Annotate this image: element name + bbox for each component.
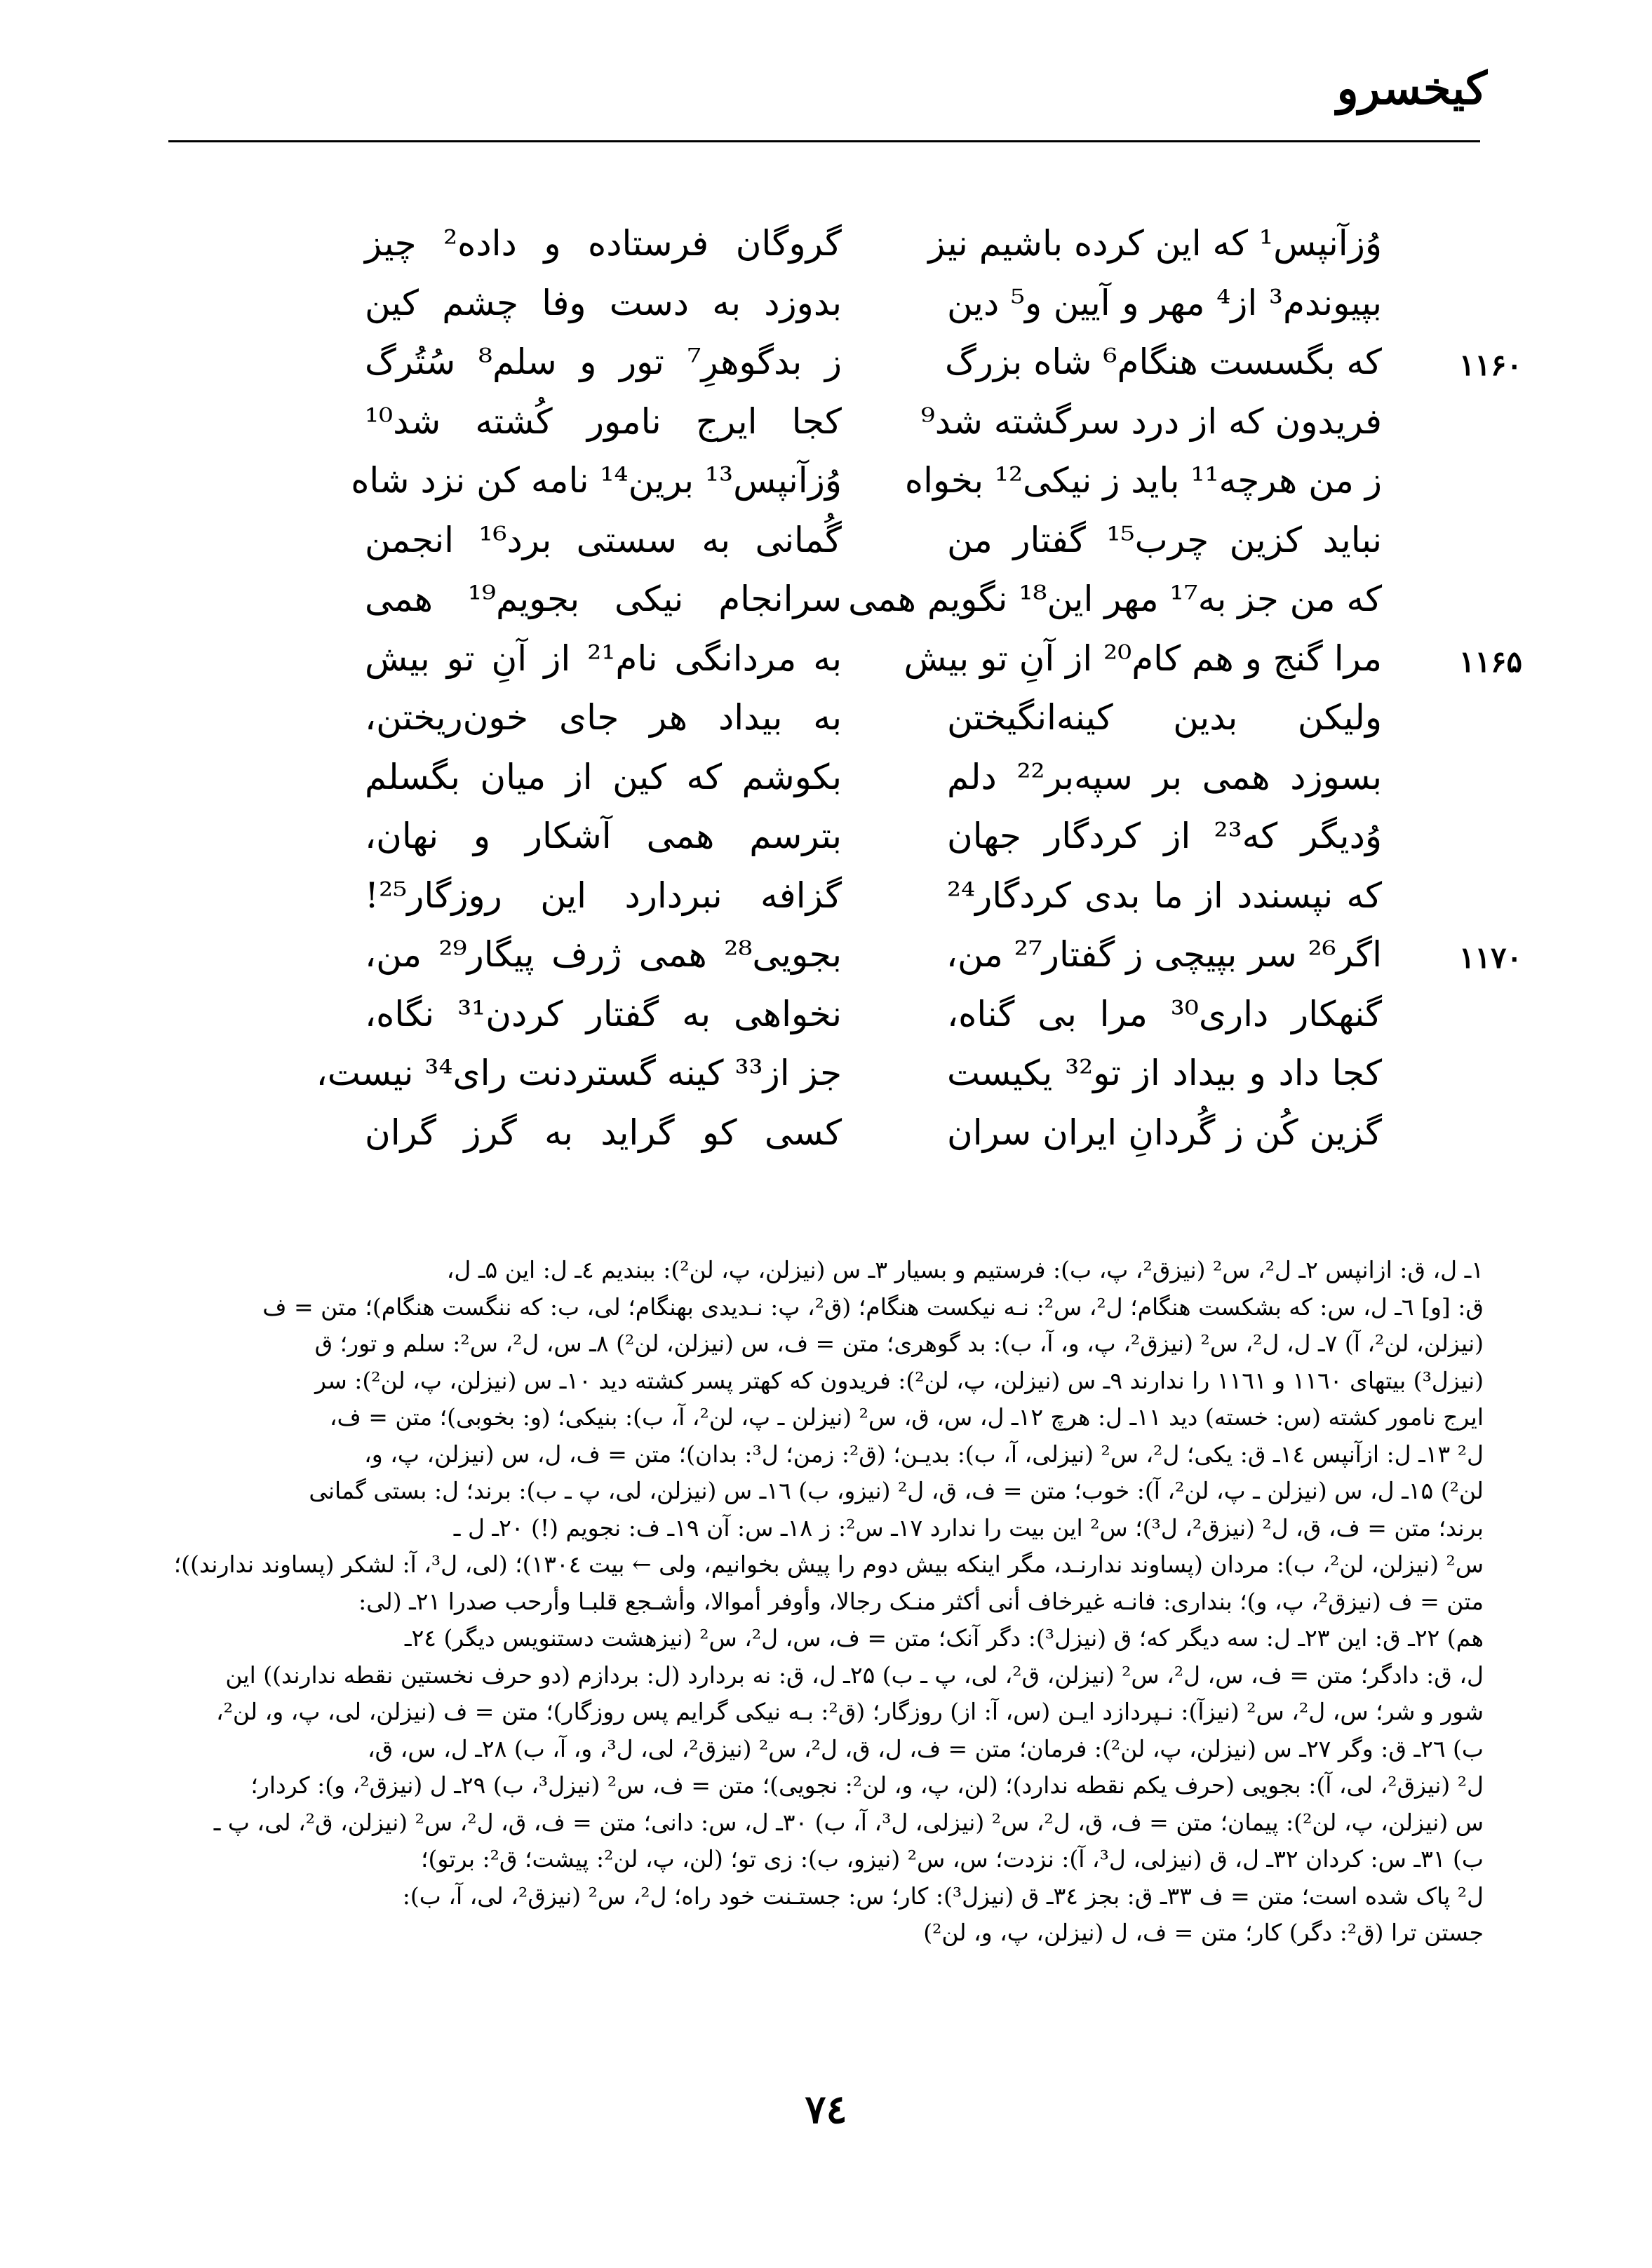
first-hemistich: گزین کُن ز گُردانِ ایران سران (947, 1112, 1382, 1153)
verse-row (295, 925, 1536, 985)
verse-row (295, 332, 1536, 392)
second-hemistich: سرانجام نیکی بجویم¹⁹ همی (365, 579, 842, 619)
footnote-line: ب) ۳۱ـ س: کردان ۳۲ـ ل، ق (نیزلی، ل³، آ): نزدت؛ س، س² (نیزو، ب): زی تو؛ (لن، پ، لن²: پیشت؛ ق²: برتو)؛ (421, 1845, 1484, 1872)
second-hemistich: به بیداد هر جای خون‌ریختن، (365, 697, 842, 738)
verse-row (295, 688, 1536, 748)
first-hemistich: کجا داد و بیداد از تو³² یکیست (947, 1053, 1382, 1093)
second-hemistich: وُزآنپس¹³ برین¹⁴ نامه کن نزد شاه (351, 460, 842, 501)
footnote-line: ل² (نیزق²، لی، آ): بجویی (حرف یکم نقطه ندارد)؛ (لن، پ، و، لن²: نجویی)؛ متن = ف، س² (نیزل³، ب) ۲۹ـ ل (نیزق²، و): کردار؛ (250, 1771, 1484, 1799)
header-rule (168, 140, 1480, 142)
verse-row (295, 985, 1536, 1044)
verse-row (295, 392, 1536, 452)
footnote-line: ل² ۱۳ـ ل: ازآنپس ۱٤ـ ق: یکی؛ ل²، س² (نیزلی، آ، ب): بدیـن؛ (ق²: زمن؛ ل³: بدان)؛ متن = ف، ل، س (نیزلن، پ، و، (364, 1440, 1484, 1468)
first-hemistich: که نپسندد از ما بدی کردگار²⁴ (947, 875, 1382, 916)
footnote-line: هم) ۲۲ـ ق: این ۲۳ـ ل: سه دیگر که؛ ق (نیزل³): دگر آنک؛ متن = ف، س، ل²، س² (نیزهشت دستنویس دیگر) ۲٤ـ (404, 1624, 1484, 1652)
first-hemistich: که بگسست هنگام⁶ شاه بزرگ (944, 342, 1382, 382)
second-hemistich: ز بدگوهرِ⁷ تور و سلم⁸ سُتُرگ (365, 342, 842, 382)
verse-line-number: ۱۱۶۵ (1458, 644, 1523, 679)
second-hemistich: بکوشم که کین از میان بگسلم (365, 756, 842, 797)
page-number: ۷٤ (805, 2086, 847, 2133)
verse-row (295, 511, 1536, 570)
footnote-line: ۱ـ ل، ق: ازانپس ۲ـ ل²، س² (نیزق²، پ، ب): فرستیم و بسیار ۳ـ س (نیزلن، پ، لن²): ببندیم ٤ـ ل: این ۵ـ ل، (446, 1256, 1484, 1283)
verse-row (295, 1044, 1536, 1103)
second-hemistich: گُمانی به سستی برد¹⁶ انجمن (365, 519, 842, 560)
first-hemistich: که من جز به¹⁷ مهر این¹⁸ نگویم همی (848, 579, 1382, 619)
first-hemistich: فریدون که از درد سرگشته شد⁹ (920, 400, 1382, 442)
footnote-line: (نیزل³) بیتهای ۱۱٦۰ و ۱۱٦۱ را ندارند ۹ـ س (نیزلن، پ، لن²): فریدون که کهتر پسر کشته دید ۱۰ـ س (نیزلن، پ، لن²): سر (314, 1366, 1484, 1394)
first-hemistich: ولیکن بدین کینه‌انگیختن (947, 697, 1382, 738)
verse-block (295, 214, 1536, 1162)
verse-row (295, 748, 1536, 807)
second-hemistich: نخواهی به گفتار کردن³¹ نگاه، (365, 993, 842, 1034)
verse-line-number: ۱۱۷۰ (1458, 940, 1523, 975)
verse-row (295, 1103, 1536, 1163)
second-hemistich: گزافه نبردارد این روزگار²⁵! (365, 875, 842, 916)
first-hemistich: بپیوندم³ از⁴ مهر و آیین و⁵ دین (947, 282, 1382, 323)
first-hemistich: ز من هرچه¹¹ باید ز نیکی¹² بخواه (904, 460, 1382, 501)
verse-row (295, 451, 1536, 511)
first-hemistich: وُزآنپس¹ که این کرده باشیم نیز (928, 223, 1382, 264)
footnote-line: جستن ترا (ق²: دگر) کار؛ متن = ف، ل (نیزلن، پ، و، لن²) (923, 1919, 1484, 1946)
second-hemistich: کجا ایرج نامور کُشته شد¹⁰ (365, 400, 842, 442)
verse-row (295, 569, 1536, 629)
second-hemistich: گروگان فرستاده و داده² چیز (365, 223, 842, 264)
verse-line-number: ۱۱۶۰ (1458, 348, 1523, 382)
footnote-line: ل، ق: دادگر؛ متن = ف، س، ل²، س² (نیزلن، ق²، لی، پ ـ ب) ۲۵ـ ل، ق: نه بردارد (ل: بردازم (دو حرف نخستین نقطه ندارند)) این (225, 1661, 1484, 1689)
footnote-line: شور و شر؛ س، ل²، س² (نیزآ): نـپردازد ایـن (س، آ: از) روزگار؛ (ق²: بـه نیکی گرایم پس روزگار)؛ متن = ف (نیزلن، لی، پ، و، لن²، (216, 1698, 1484, 1725)
first-hemistich: گنهکار داری³⁰ مرا بی گناه، (947, 993, 1383, 1034)
footnote-line: س (نیزلن، پ، لن²): پیمان؛ متن = ف، ق، ل²، س² (نیزلی، ل³، آ، ب) ۳۰ـ ل، س: دانی؛ متن = ف، ق، ل²، س² (نیزلن، ق²، لی، پ ـ (213, 1808, 1484, 1836)
footnote-line: برند؛ متن = ف، ق، ل² (نیزق²، ل³)؛ س² این بیت را ندارد ۱۷ـ س²: ز ۱۸ـ س: آن ۱۹ـ ف: نجویم (!) ۲۰ـ ل ـ (453, 1513, 1484, 1541)
verse-row (295, 806, 1536, 866)
second-hemistich: بجویی²⁸ همی ژرف پیگار²⁹ من، (365, 934, 842, 975)
second-hemistich: جز از³³ کینه گستردنت رای³⁴ نیست، (316, 1053, 842, 1093)
verse-row (295, 214, 1536, 274)
verse-row (295, 274, 1536, 333)
first-hemistich: نباید کزین چرب¹⁵ گفتار من (947, 519, 1382, 560)
first-hemistich: بسوزد همی بر سپه‌بر²² دلم (947, 756, 1383, 797)
second-hemistich: کسی کو گراید به گرز گران (365, 1112, 842, 1153)
footnote-line: متن = ف (نیزق²، پ، و)؛ بنداری: فانـه غیرخاف أنی أکثر منـک رجالا، وأوفر أموالا، وأشـجع قلبـا وأرحب صدرا ۲۱ـ (لی: (358, 1587, 1484, 1615)
verse-row (295, 866, 1536, 926)
second-hemistich: بترسم همی آشکار و نهان، (365, 816, 842, 856)
footnote-line: لن²) ۱۵ـ ل، س (نیزلن ـ پ، لن²، آ): خوب؛ متن = ف، ق، ل² (نیزو، ب) ۱٦ـ س (نیزلن، لی، پ ـ ب): برند؛ ل: بستی گمانی (309, 1477, 1484, 1504)
footnote-line: ق: [و] ٦ـ ل، س: که بشکست هنگام؛ ل²، س²: نـه نیکست هنگام؛ (ق²، پ: نـدیدی بهنگام؛ لی، ب: که ننگست هنگام)؛ متن = ف (262, 1292, 1484, 1321)
verse-row (295, 629, 1536, 689)
first-hemistich: مرا گنج و هم کام²⁰ از آنِ تو بیش (904, 637, 1382, 679)
footnote-line: ل² پاک شده است؛ متن = ف ۳۳ـ ق: بجز ۳٤ـ ق (نیزل³): کار؛ س: جستـنت خود راه؛ ل²، س² (نیزق²، لی، آ، ب): (402, 1882, 1484, 1910)
first-hemistich: اگر²⁶ سر بپیچی ز گفتار²⁷ من، (946, 934, 1382, 975)
first-hemistich: وُدیگر که²³ از کردگار جهان (947, 816, 1383, 856)
running-head: کیخسرو (1336, 62, 1487, 115)
footnote-line: س² (نیزلن، لن²، ب): مردان (پساوند ندارنـد، مگر اینکه بیش دوم را پیش بخوانیم، ولی ← بیت ۱۳۰٤)؛ (لی، ل³، آ: لشکر (پساوند ندارند))؛ (173, 1551, 1484, 1578)
footnote-line: ایرج نامور کشته (س: خسته) دید ۱۱ـ ل: هرچ ۱۲ـ ل، س، ق، س² (نیزلن ـ پ، لن²، آ، ب): بنیکی؛ (و: بخوبی)؛ متن = ف، (329, 1403, 1484, 1431)
second-hemistich: به مردانگی نام²¹ از آنِ تو بیش (365, 637, 842, 679)
footnotes (165, 1252, 1484, 1952)
footnote-line: ب) ۲٦ـ ق: وگر ۲۷ـ س (نیزلن، پ، لن²): فرمان؛ متن = ف، ل، ق، ل²، س² (نیزق²، لی، ل³، و، آ، ب) ۲۸ـ ل، س، ق، (367, 1734, 1484, 1762)
footnote-line: (نیزلن، لن²، آ) ۷ـ ل، ل²، س² (نیزق²، پ، و، آ، ب): بد گوهری؛ متن = ف، س (نیزلن، لن²) ۸ـ س، ل²، س²: سلم و تور؛ ق (314, 1330, 1484, 1357)
second-hemistich: بدوزد به دست وفا چشم کین (365, 282, 842, 323)
